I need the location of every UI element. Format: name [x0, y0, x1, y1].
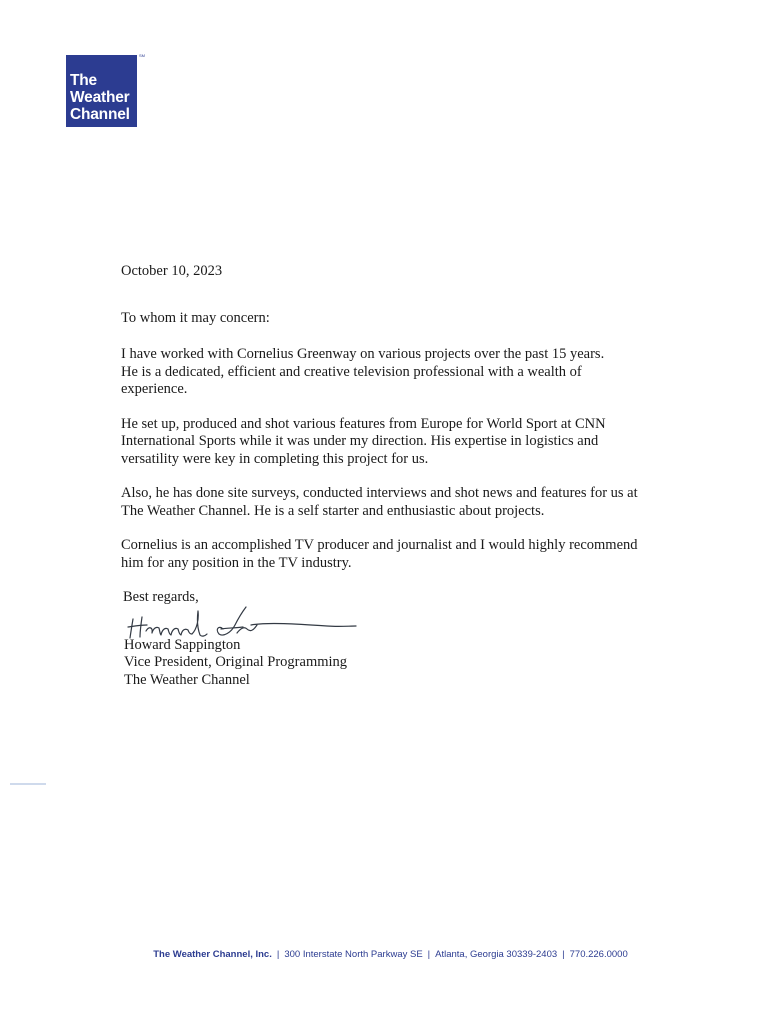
letter-salutation: To whom it may concern:	[121, 309, 270, 326]
paragraph-2-line: versatility were key in completing this project for us.	[121, 450, 429, 467]
stray-scan-mark	[10, 782, 50, 786]
logo-line-3: Channel	[70, 106, 130, 123]
logo-trademark: SM	[139, 53, 145, 58]
signer-title: Vice President, Original Programming	[124, 654, 348, 670]
handwritten-signature	[127, 605, 367, 641]
logo-line-2: Weather	[70, 89, 130, 106]
paragraph-3-line: Also, he has done site surveys, conducted interviews and shot news and features for us at	[121, 485, 638, 501]
signer-block	[124, 637, 681, 690]
weather-channel-logo	[66, 55, 137, 127]
paragraph-4-line: Cornelius is an accomplished TV producer and journalist and I would highly recommend	[121, 537, 638, 553]
footer-company: The Weather Channel, Inc.	[153, 949, 272, 960]
paragraph-3-line: The Weather Channel. He is a self starter and enthusiastic about projects.	[121, 502, 545, 519]
signer-company: The Weather Channel	[124, 671, 250, 688]
paragraph-4-line: him for any position in the TV industry.	[121, 554, 352, 571]
logo-line-1: The	[70, 72, 97, 89]
footer-city: Atlanta, Georgia 30339-2403	[435, 949, 558, 960]
footer-separator: |	[562, 949, 565, 960]
paragraph-1-line: I have worked with Cornelius Greenway on various projects over the past 15 years.	[121, 346, 605, 362]
footer-phone: 770.226.0000	[569, 949, 628, 960]
paragraph-1-line: experience.	[121, 381, 188, 397]
paragraph-4	[121, 537, 681, 572]
letter-date: October 10, 2023	[121, 263, 223, 279]
paragraph-2	[121, 416, 681, 469]
paragraph-1	[121, 346, 681, 399]
footer-separator: |	[427, 949, 431, 960]
letter-closing: Best regards,	[123, 589, 199, 605]
paragraph-2-line: International Sports while it was under my direction. His expertise in logistics and	[121, 433, 599, 449]
signer-name: Howard Sappington	[124, 636, 241, 653]
paragraph-1-line: He is a dedicated, efficient and creative television professional with a wealth of	[121, 363, 582, 380]
paragraph-2-line: He set up, produced and shot various features from Europe for World Sport at CNN	[121, 415, 606, 432]
paragraph-3	[121, 485, 681, 520]
footer-address: 300 Interstate North Parkway SE	[284, 949, 423, 960]
letterhead-footer	[0, 949, 781, 960]
letter-body	[121, 263, 681, 689]
footer-separator: |	[276, 949, 280, 960]
